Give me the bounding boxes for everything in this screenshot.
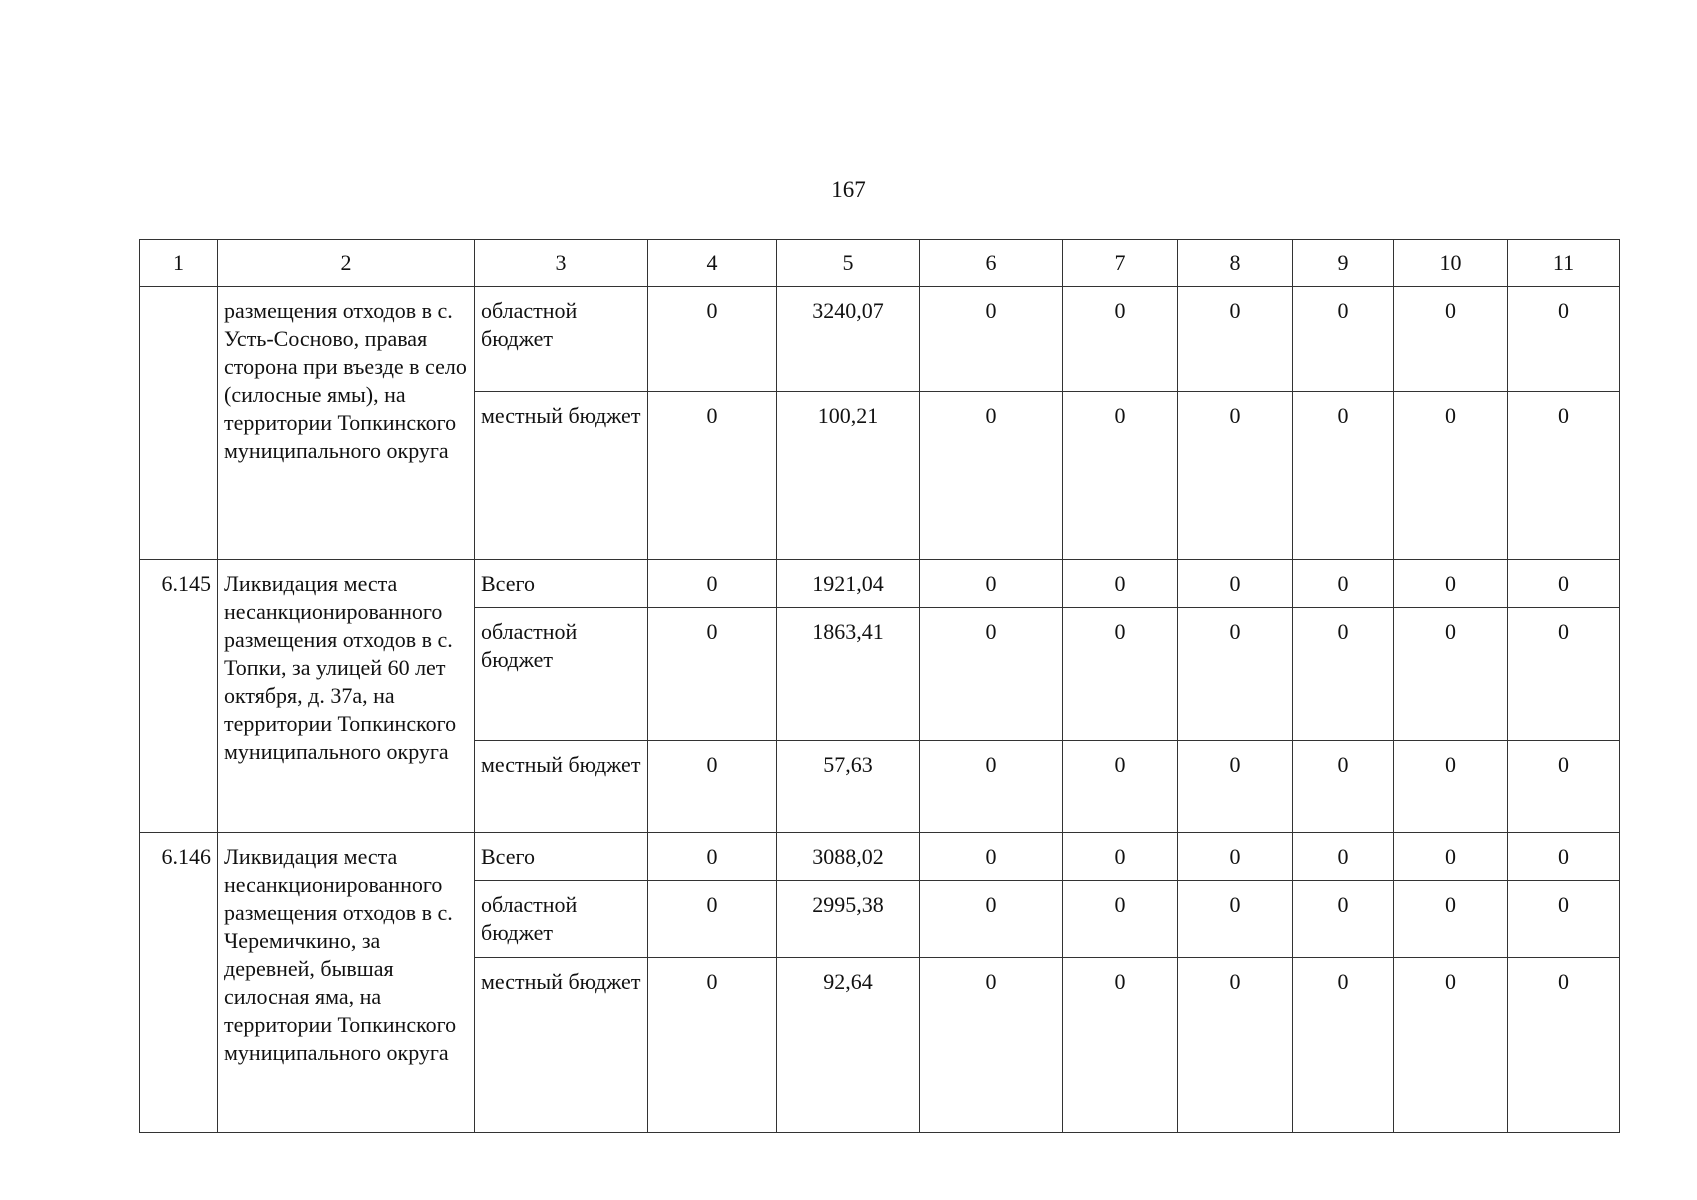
value-cell: 0 — [648, 608, 777, 741]
value-cell: 0 — [1394, 392, 1508, 560]
value-cell: 0 — [920, 958, 1063, 1133]
value-cell: 0 — [1063, 392, 1178, 560]
column-header: 8 — [1178, 240, 1293, 287]
table-header-row — [140, 240, 1620, 287]
value-cell: 0 — [1178, 741, 1293, 833]
value-cell: 0 — [920, 392, 1063, 560]
value-cell: 0 — [1063, 833, 1178, 881]
value-cell: 0 — [1293, 741, 1394, 833]
value-cell: 1921,04 — [777, 560, 920, 608]
value-cell: 0 — [920, 741, 1063, 833]
value-cell: 92,64 — [777, 958, 920, 1133]
value-cell: 0 — [1508, 958, 1620, 1133]
funding-source: местный бюджет — [475, 958, 648, 1133]
value-cell: 0 — [1293, 608, 1394, 741]
funding-source: местный бюджет — [475, 741, 648, 833]
item-code: 6.146 — [140, 833, 218, 1133]
value-cell: 0 — [1063, 958, 1178, 1133]
value-cell: 0 — [648, 560, 777, 608]
value-cell: 0 — [1394, 833, 1508, 881]
funding-source: областной бюджет — [475, 608, 648, 741]
value-cell: 0 — [1394, 741, 1508, 833]
value-cell: 0 — [1394, 958, 1508, 1133]
value-cell: 0 — [1508, 833, 1620, 881]
table-row — [140, 833, 1620, 881]
value-cell: 0 — [1508, 392, 1620, 560]
value-cell: 0 — [1063, 287, 1178, 392]
column-header: 10 — [1394, 240, 1508, 287]
funding-source: областной бюджет — [475, 881, 648, 958]
item-code — [140, 287, 218, 560]
value-cell: 0 — [648, 287, 777, 392]
table-row — [140, 287, 1620, 392]
item-description: Ликвидация места несанкционированного размещения отходов в с. Черемичкино, за деревней, бывшая силосная яма, на территории Топкинского муниципального округа — [218, 833, 475, 1133]
value-cell: 0 — [920, 608, 1063, 741]
funding-source: Всего — [475, 560, 648, 608]
column-header: 7 — [1063, 240, 1178, 287]
value-cell: 0 — [1178, 608, 1293, 741]
funding-source: местный бюджет — [475, 392, 648, 560]
page-number: 167 — [831, 177, 866, 202]
value-cell: 0 — [920, 833, 1063, 881]
value-cell: 0 — [1293, 958, 1394, 1133]
funding-source: областной бюджет — [475, 287, 648, 392]
column-header: 6 — [920, 240, 1063, 287]
value-cell: 0 — [648, 958, 777, 1133]
value-cell: 0 — [1063, 741, 1178, 833]
value-cell: 100,21 — [777, 392, 920, 560]
column-header: 11 — [1508, 240, 1620, 287]
value-cell: 0 — [920, 881, 1063, 958]
value-cell: 0 — [1063, 608, 1178, 741]
value-cell: 0 — [1063, 560, 1178, 608]
value-cell: 0 — [1178, 881, 1293, 958]
value-cell: 0 — [1178, 392, 1293, 560]
column-header: 9 — [1293, 240, 1394, 287]
value-cell: 1863,41 — [777, 608, 920, 741]
value-cell: 0 — [1508, 881, 1620, 958]
value-cell: 0 — [1508, 287, 1620, 392]
value-cell: 0 — [648, 392, 777, 560]
value-cell: 0 — [920, 287, 1063, 392]
value-cell: 0 — [1394, 881, 1508, 958]
value-cell: 0 — [1394, 560, 1508, 608]
value-cell: 0 — [1293, 287, 1394, 392]
item-description: размещения отходов в с. Усть-Сосново, правая сторона при въезде в село (силосные ямы), на территории Топкинского муниципального округа — [218, 287, 475, 560]
budget-table — [139, 239, 1620, 1133]
value-cell: 0 — [1293, 560, 1394, 608]
column-header: 5 — [777, 240, 920, 287]
value-cell: 0 — [1178, 287, 1293, 392]
value-cell: 0 — [1508, 608, 1620, 741]
funding-source: Всего — [475, 833, 648, 881]
value-cell: 0 — [1178, 560, 1293, 608]
value-cell: 0 — [1394, 608, 1508, 741]
value-cell: 0 — [920, 560, 1063, 608]
item-description: Ликвидация места несанкционированного размещения отходов в с. Топки, за улицей 60 лет октября, д. 37а, на территории Топкинского муниципального округа — [218, 560, 475, 833]
value-cell: 3240,07 — [777, 287, 920, 392]
value-cell: 0 — [648, 881, 777, 958]
value-cell: 0 — [1293, 392, 1394, 560]
column-header: 4 — [648, 240, 777, 287]
value-cell: 2995,38 — [777, 881, 920, 958]
value-cell: 0 — [1508, 741, 1620, 833]
value-cell: 0 — [648, 833, 777, 881]
value-cell: 0 — [1178, 833, 1293, 881]
value-cell: 57,63 — [777, 741, 920, 833]
table-row — [140, 560, 1620, 608]
column-header: 2 — [218, 240, 475, 287]
value-cell: 0 — [1178, 958, 1293, 1133]
value-cell: 0 — [1293, 881, 1394, 958]
value-cell: 0 — [1508, 560, 1620, 608]
item-code: 6.145 — [140, 560, 218, 833]
value-cell: 0 — [648, 741, 777, 833]
column-header: 3 — [475, 240, 648, 287]
value-cell: 3088,02 — [777, 833, 920, 881]
value-cell: 0 — [1063, 881, 1178, 958]
value-cell: 0 — [1394, 287, 1508, 392]
column-header: 1 — [140, 240, 218, 287]
value-cell: 0 — [1293, 833, 1394, 881]
